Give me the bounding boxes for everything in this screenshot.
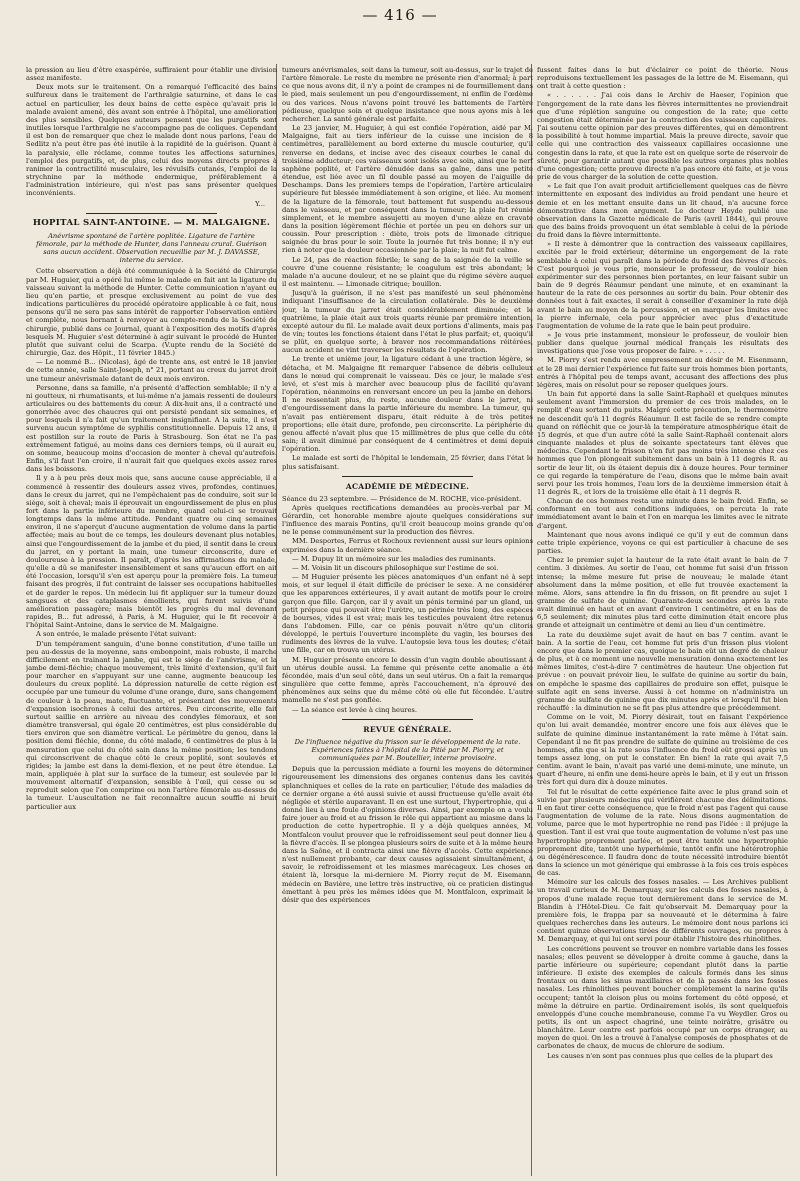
paragraph: Un bain fut apporté dans la salle Saint-Raphaël et quelques minutes seulement avant l'immersion du premier de ces trois malades, on le remplit d'eau sortant du puits. Malgré cette précaution, le thermomètre ne descendit qu'à 11 degrés Réaumur. Il est facile de se rendre compte quand on réfléchit que ce jour-là la température atmosphérique était de 15 degrés, et que d'un autre côté la salle Saint-Raphaël contenait alors cinquante malades et plus de soixante spectateurs tant élèves que médecins. Cependant le frisson n'en fut pas moins très intense chez ces hommes que l'on plongeait subitement dans un bain à 11 degrés R. au sortir de leur lit, où ils étaient depuis dix à douze heures. Pour terminer ce qui regarde la température de l'eau, disons que le même bain avait servi pour les trois hommes, l'eau lors de la deuxième immersion était à 11 degrés R., et lors de la troisième elle était à 11 degrés R. (537, 390, 788, 496)
paragraph: Le 24, pas de réaction fébrile; le sang de la saignée de la veille se couvre d'une couenne résistante; le coagulum est très abondant; le malade n'a aucune douleur, et ne se plaint que du régime sévère auquel il est maintenu. — Limonade citrique; bouillon. (282, 255, 533, 289)
article-subtitle: De l'influence négative du frisson sur le développement de la rate. Expériences faites à l'hôpital de la Pitié par M. Piorry, et communiquées par M. Boutellier, interne provisoire. (294, 737, 521, 763)
paragraph: Personne, dans sa famille, n'a présenté d'affection semblable; il n'y a ni goutteux, ni rhumatisants, et lui-même n'a jamais ressenti de douleurs articulaires ou des battements du cœur. A dix-huit ans, il a contracté une gonorrhée avec des chaucres qui ont persisté pendant six semaines, et pour lesquels il n'a fait qu'un traitement insignifiant. A la suite, il n'est survenu aucun symptôme de syphilis constitutionnelle. Depuis 12 ans, il est postillon sur la route de Paris à Strasbourg. Son état ne l'a pas extrêmement fatigué, au moins dans ces derniers temps, où il aurait eu, on somme, beaucoup moins d'occasion de monter à cheval qu'autrefois. Enfin, s'il faut l'en croire, il n'aurait fait que quelques excès assez rares dans les boissons. (26, 383, 277, 474)
column-3 (537, 66, 788, 1174)
paragraph: Chez le premier sujet la hauteur de la rate était avant le bain de 7 centim. 3 dixièmes. Au sortir de l'eau, cet homme fut saisi d'un frisson intense; la même mesure fut prise de nouveau; le malade étant absolument dans la même position, et elle fut trouvée exactement la même. Alors, sans attendre la fin du frisson, on fit prendre au sujet 1 gramme de sulfate de quinine. Quarante-deux secondes après la rate avait diminué en haut et en avant d'environ 1 centimètre, et en bas de 6,5 seulement; dix minutes plus tard cette diminution était encore plus grande et atteignait un centimètre et demi au lieu d'un centimètre. (537, 556, 788, 630)
paragraph: — M Huguier présente les pièces anatomiques d'un enfant né à sept mois, et sur lequel il était difficile de préciser le sexe. A ne considérer que les apparences extérieures, il y avait autant de motifs pour le croire garçon que fille. Garçon, car il y avait un pénis terminé par un gland, un petit prépuce qui pouvait être l'urètre, un périnée très long, des espèces de bourses, vides il est vrai; mais les testicules pouvaient être retenus dans l'abdomen. Fille, car ce pénis pouvait n'être qu'un clitoris développé, le pertuis l'ouverture incomplète du vagin, les bourses des rudiments des lèvres de la vulve. L'autopsie leva tous les doutes; c'était une fille, car on trouva un utérus. (282, 573, 533, 655)
paragraph: Chacun de ces hommes resta une minute dans le bain froid. Enfin, se conformant en tout aux conditions indiquées, on percuta la rate immédiatement avant le bain et l'on en marqua les limites avec le nitrate d'argent. (537, 497, 788, 530)
column-1 (26, 66, 277, 1174)
paragraph: Le malade est sorti de l'hôpital le lendemain, 25 février, dans l'état le plus satisfaisant. (282, 454, 533, 471)
paragraph: Maintenant que nous avons indiqué ce qu'il y eut de commun dans cette triple expérience, voyons ce qui est particulier à chacune de ses parties. (537, 530, 788, 556)
paragraph: Il y a à peu près deux mois que, sans aucune cause appréciable, il a commencé à ressentir des douleurs assez vives, profondes, continues, dans le creux du jarret, qui ne l'empêchaient pas de conduire, soit sur le siége, soit à cheval; mais il éprouvait un engourdissement de plus en plus fort dans la partie inférieure du membre, quand celui-ci se trouvait longtemps dans la même attitude. Pendant quatre ou cinq semaines environ, il ne s'aperçut d'aucune augmentation de volume dans la partie affectée; mais au bout de ce temps, les douleurs devenant plus notables, ainsi que l'engourdissement de la jambe et du pied, il sentit dans le creux du jarret, en y portant la main, une tumeur circonscrite, dure et douloureuse à la pression. Il paraît, d'après les affirmations du malade, qu'elle a dû se manifester insensiblement et sans qu'aucun effort en ait été l'occasion, lorsqu'il s'en est aperçu pour la première fois. La tumeur faisant des progrès, il fut contraint de laisser ses occupations habituelles et de garder le repos. Un médecin lui fit appliquer sur la tumeur douze sangsues et des cataplasmes émollients, qui furent suivis d'une amélioration passagère; mais bientôt les progrès du mal devenant rapides, B... fut adressé, à Paris, à M. Huguier, qui le fit recevoir à l'hôpital Saint-Antoine, dans le service de M. Malgaigne. (26, 474, 277, 630)
section-heading: ACADÉMIE DE MÉDECINE. (345, 481, 470, 491)
section-divider (342, 719, 473, 720)
paragraph: Le 23 janvier, M. Huguier, à qui est confiée l'opération, aidé par M. Malgaigne, fait au tiers inférieur de la cuisse une incision de 8 centimètres, parallèlement au bord externe du muscle couturier, qu'il renverse en dedans, et incise avec des ciseaux courbes le canal du troisième adducteur; ces vaisseaux sont isolés avec soin, ainsi que le nerf saphène poplité, et l'artère dénudée dans sa gaîne, dans une petite étendue, est liée avec un fil double passé au moyen de l'aiguille de Deschamps. Dans les premiers temps de l'opération, l'artère articulaire supérieure fut blessée immédiatement à son origine, et liée. Au moment de la ligature de la fémorale, tout battement fut suspendu au-dessous dans le vaisseau, et par conséquent dans la tumeur; la plaie fut réunie simplement, et le membre assujetti au moyen d'une alèze en cravate dans la position légèrement fléchie et portée un peu en dehors sur un coussin. Pour prescription : diète, trois pots de limonade citrique; saignée du bras pour le soir. Toute la journée fut très bonne; il n'y eut rien à noter que la douleur occasionnée par la plaie; la nuit fut calme. (282, 124, 533, 255)
paragraph: Comme on le voit, M. Piorry désirait, tout en faisant l'expérience qu'on lui avait demandée, montrer encore une fois aux élèves que le sulfate de quinine diminue instantanément la rate même à l'état sain. Cependant il ne fit pas prendre de sulfate de quinine au troisième de ces hommes, afin que si la rate sous l'influence du froid eût grossi après un temps assez long, on put le constater. En bien! la rate qui avait 7,5 centim. avant le bain, n'avait pas varié une demi-minute, une minute, un quart d'heure, ni enfin une demi-heure après le bain, et il y eut un frisson très fort qui dura dix à douze minutes. (537, 713, 788, 787)
paragraph: Les causes n'en sont pas connues plus que celles de la plupart des (547, 1051, 773, 1060)
quoted-letter: « . . . . . . J'ai cois dans le Archiv de Haeser, l'opinion que l'engorgement de la rate dans les fièvres intermittentes ne proviendrait que d'une réplétion sanguine ou congestion de la rate; que cette congestion était déterminée par la contraction des vaisseaux capillaires. J'ai soutenu cette opinion par des preuves différentes, qui en démontrent la possibilité à tout homme impartial. Mais la preuve directe, savoir que celle qui une contraction des vaisseaux capillaires occasionne une congestin dans la rate, et que la rate est en quelque sorte de réservoir de sûreté, pour garantir autant que possible les autres organes plus nobles d'une congestion; cette preuve directe n'a pas encore été faite, et je vous prie de vous charger de la solution de cette question. (537, 91, 788, 182)
column-2 (282, 66, 533, 1174)
paragraph: fussent faites dans le but d'éclairer ce point de théorie. Nous reproduisons textuellement les passages de la lettre de M. Eisemann, qui ont trait à cette question : (537, 66, 788, 91)
paragraph: Le trente et unième jour, la ligature cédant à une traction légère, se détacha, et M. Malgaigne fit remarquer l'absence de débris celluleux dans le nœud qui comprenait le vaisseau. Dès ce jour, le malade s'est levé, et s'est mis à marcher avec beaucoup plus de facilité qu'avant l'opération, néanmoins en renversant encore un peu la jambe en dehors. Il ne ressentait plus, du reste, aucune douleur dans le jarret, ni d'engourdissement dans la partie inférieure du membre. La tumeur, qui n'avait pas entièrement disparu, était réduite à de très petites proportions; elle était dure, profonde, peu circonscrite. La périphérie du genou affecté n'avait plus que 15 millimètres de plus que celle du côté sain; il avait diminué par conséquent de 4 centimètres et demi depuis l'opération. (282, 355, 533, 454)
paragraph: A son entrée, le malade présente l'état suivant: (36, 630, 197, 639)
paragraph: Depuis que la percussion médiate a fourni les moyens de déterminer rigoureusement les dimensions des organes contenus dans les cavités splanchniques et celles de la rate en particulier, l'étude des maladies de ce dernier organe a été aussi suivie et aussi fructueuse qu'elle avait été négligée et stérile auparavant. Il en est une surtout, l'hypertrophie, qui a donné lieu à une foule d'opinions diverses. Ainsi, par exemple on a voulu faire jouer au froid et au frisson le rôle qui appartient au miasme dans la production de cette hypertrophie. Il y a déjà quelques années, M. Montfalcon voulut prouver que le refroidissement seul peut donner lieu à la fièvre d'accès. Il se plongea plusieurs soirs de suite et à la même heure dans la Saône, et il contracta ainsi une fièvre d'accès. Cette expérience n'est nullement probante, car deux causes agissaient simultanément, à savoir, le refroidissement et les miasmes marécageux. Les choses en étaient là, lorsque la mi-derniere M. Piorry reçut de M. Eisemann, médecin en Bavière, une lettre très instructive, où ce praticien distingué émettant à peu près les mêmes idées que M. Montfalcon, exprimait le désir que des expériences (282, 765, 533, 904)
paragraph: Jusqu'à la guérison, il ne s'est pas manifesté un seul phénomène indiquant l'insuffisance de la circulation collatérale. Dès le deuxième jour, la tumeur du jarret était considérablement diminuée; et le quatrième, la plaie était aux trois quarts réunie par première intention, excepté autour du fil. Le malade avait deux portions d'aliments, mais pas de vin; toutes les fonctions étaient dans l'état le plus parfait; et, quoiqu'il se plût, en quelque sorte, à braver nos recommandations réitérées, aucun accident ne vint traverser les résultats de l'opération. (282, 289, 533, 355)
session-info: Séance du 23 septembre. — Présidence de M. ROCHE, vice-président. (282, 494, 522, 503)
author-signature: Y... (255, 199, 265, 208)
paragraph: la pression au lieu d'être exaspérée, suffiraient pour établir une division assez manifeste. (26, 66, 277, 83)
page-number: — 416 — (362, 6, 438, 24)
paragraph: Tel fut le résultat de cette expérience faite avec le plus grand soin et suivie par plusieurs médecins qui vérifièrent chacune des délimitations. Il en faut tirer cette conséquence, que le froid n'est pas l'agent qui cause l'augmentation de volume de la rate. Nous disons augmentation de volume, parce que le mot hypertrophie ne rend pas l'idée : il préjuge la question. Tant il est vrai que toute augmentation de volume n'est pas une hypertrophie proprement parlée, et peut être tantôt une hypertrophie proprement dite, tantôt une hyperhémie, tantôt enfin une hétérotrophie ou dégénérescence. Il faudra donc de toute nécessité introduire bientôt dans la science un mot générique qui embrasse à la fois ces trois espèces de cas. (537, 787, 788, 878)
paragraph: — Le nommé B... (Nicolas), âgé de trente ans, est entré le 18 janvier de cette année, salle Saint-Joseph, n° 21, portant au creux du jarret droit une tumeur anévrismale datant de deux mois environ. (26, 358, 277, 383)
paragraph: — M. Dupuy lit un mémoire sur les maladies des ruminants. (292, 554, 496, 563)
paragraph: Deux mots sur le traitement. On a remarqué l'efficacité des bains sulfureux dans le traitement de l'arthralgie saturnine, et dans le cas actuel en particulier, les deux bains de cette espèce qu'avait pris le malade avaient amené, dès avant son entrée à l'hôpital, une amélioration des plus sensibles. Quelques auteurs pensent que les purgatifs sont inutiles lorsque l'arthralgie ne s'accompagne pas de coliques. Cependant il est bon de remarquer que chez le malade dont nous parlons, l'eau de Sedlitz n'a peut être pas été inutile à la rapidité de la guérison. Quant à la paralysie, elle réclame, comme toutes les affections saturnines, l'emploi des purgatifs, et, de plus, celui des moyens directs propres à ranimer la contractilité musculaire, les révulsifs cutanés, l'emploi de la strychnine par la méthode endermique, préférablement à l'administration intérieure, qui n'est pas sans présenter quelques inconvénients. (26, 83, 277, 198)
paragraph: Les concrétions peuvent se trouver en nombre variable dans les fosses nasales; elles peuvent se développer à droite comme à gauche, dans la partie inférieure ou supérieure; cependant plutôt dans la partie inférieure. Il existe des exemples de calculs formés dans les sinus frontaux ou dans les sinus maxillaires et de là passés dans les fosses nasales. Les rhinolithes peuvent boucher complètement la narine qu'ils occupent; tantôt la cloison plus ou moins fortement du côté opposé, et même la détruire en partie. Ordinairement isolés, ils sont quelquefois enveloppés d'une couche membraneuse, comme l'a vu Weydler. Gros ou petits, ils ont un aspect chagriné, une teinte noirâtre, grisâtre ou blanchâtre. Leur centre est parfois occupé par un corps étranger, au moyen de quoi. On les a trouvé à l'analyse composés de phosphates et de carbonates de chaux, de mucus de chlorure de sodium. (537, 944, 788, 1051)
section-divider (342, 476, 473, 477)
paragraph: — La séance est levée à cinq heures. (292, 705, 417, 714)
paragraph: La rate du deuxième sujet avait de haut en bas 7 centim. avant le bain. A la sortie de l'eau, cet homme fut pris d'un frisson plus violent encore que dans le premier cas, quoique le bain eût un degré de chaleur de plus, et à ce moment une nouvelle mensuration donna exactement les mêmes limites, c'est-à-dire 7 centimètres de hauteur. Une objection fut prévue : on pouvait prévoir lieu, le sulfate de quinine au sortir du bain, on empêche le spasme des capillaires de produire son effet, puisque le sulfate agit en sens inverse. Aussi à cet homme on n'administra un gramme de sulfate de quinine que dix minutes après et lorsqu'il fut bien réchauffé : la diminution ne se fit pas plus attendre que précédemment. (537, 630, 788, 713)
paragraph: tumeurs anévrismales, soit dans la tumeur, soit au-dessus, sur le trajet de l'artère fémorale. Le reste du membre ne présente rien d'anormal; à part ce que nous avons dit, il n'y a point de crampes ni de fourmillement dans le pied, mais seulement un peu d'engourdissement, ni enflin de l'œdème ou des varices. Nous n'avons point trouvé les battements de l'artère pédieuse, quelque soin et quelque insistance que nous ayons mis à les rechercher. La santé générale est parfaite. (282, 66, 533, 123)
paragraph: — M. Voisin lit un discours philosophique sur l'estime de soi. (292, 563, 499, 572)
paragraph: M. Huguier présente encore le dessin d'un vagin double aboutissant à un utérus double aussi. La femme qui présente cette anomalie a été fécondée, mais d'un seul côté, dans un seul utérus. On a fait la remarque singulière que cette femme, après l'accouchement, n'a éprouvé des phénomènes aux seins que du même côté où elle fut fécondée. L'autre mamelle ne s'est pas gonflée. (282, 655, 533, 705)
paragraph: MM. Desportes, Ferrus et Rochoux reviennent aussi sur leurs opinions exprimées dans la dernière séance. (282, 537, 533, 554)
quoted-letter: » Je vous prie instamment, monsieur le professeur, de vouloir bien publier dans quelque journal médical français les résultats des investigations que j'ose vous proposer de faire. » . . . . . (537, 331, 788, 356)
section-heading: REVUE GÉNÉRALE. (363, 724, 452, 734)
paragraph: Mémoire sur les calculs des fosses nasales. — Les Archives publient un travail curieux de M. Demarquay, sur les calculs des fosses nasales, à propos d'une malade reçue tout dernièrement dans le service de M. Blandin à l'Hôtel-Dieu. Ce fait qu'observait M. Demarquay pour la première fois, le frappa par sa nouveauté et le détermina à faire quelques recherches dans les auteurs. Le mémoire dont nous parlons ici contient quinze observations tirées de différents ouvrages, ou propres à M. Demarquay, et qui lui ont servi pour établir l'histoire des rhinolithes. (537, 878, 788, 944)
paragraph: M. Piorry s'est rendu avec empressement au désir de M. Eisenmann, et le 28 mai dernier l'expérience fut faite sur trois hommes bien portants, entrés à l'hôpital peu de temps avant, accusant des affections des plus légères, mais on résolut pour se reposer quelques jours. (537, 356, 788, 389)
quoted-letter: » Le fait que l'on avait produit artificiellement quelques cas de fièvre intermittente en exposant des individus au froid pendant une heure et demie et en les mettant ensuite dans un lit chaud, n'a aucune force démonstrative dans mon argument. Le docteur Heyde publié une observation dans la Gazette médicale de Paris (avril 1844), qui prouve que des bains froids provoquent un état semblable à celui de la période du froid dans la fièvre intermittente. (537, 182, 788, 240)
article-subtitle: Anévrisme spontané de l'artère poplitée. Ligature de l'artère fémorale, par la méthode de Hunter, dans l'anneau crural. Guérison sans aucun accident. Observation recueillie par M. J. DAVASSE, interne du service. (36, 231, 267, 265)
section-divider (86, 213, 217, 214)
section-heading: HOPITAL SAINT-ANTOINE. — M. MALGAIGNE. (32, 217, 271, 228)
paragraph: D'un tempérament sanguin, d'une bonne constitution, d'une taille un peu au-dessus de la moyenne, sans embonpoint, mais robuste, il marche difficilement en trainant la jambe, qui est le siége de l'anévrisme, et la jambe demi-fléchie; chaque mouvement, très limité d'extension, qu'il fait pour marcher en s'appuyant sur une canne, augmente beaucoup les douleurs du creux poplité. La dépression naturelle de cette région est occupée par une tumeur du volume d'une orange, dure, sans changement de couleur à la peau, mate, fluctuante, et présentant des mouvements d'expansion isochrones à celui des artères. Peu circonscrite, elle fait surtout saillie en arrière au niveau des condyles fémoraux, et son diamètre transversal, qui égale 20 centimètres, est plus considérable du tiers environ que son diamètre vertical. Le périmètre du genou, dans la position demi fléchie, donne, du côté malade, 6 centimètres de plus à la mensuration que celui du côté sain dans la même position; les tendons qui circonscrivent de chaque côté le creux poplité, sont soulevés et rigides; la jambe est dans la demi-flexion, et ne peut être étendue. La main, appliquée à plat sur la surface de la tumeur, est soulevée par le mouvement alternatif d'expansion, sensible à l'œil, qui cesse ou se reproduit selon que l'on comprime ou non l'artère fémorale au-dessus de la tumeur. L'auscultation ne fait reconnaître aucun souffle ni bruit particulier aux (26, 639, 277, 811)
paragraph: Cette observation a déjà été communiquée à la Société de Chirurgie par M. Huguier, qui a opéré lui même le malade en fait ant la ligature du vaisseau suivant la méthode de Hunter. Cette communication n'ayant eu lieu qu'en partie, et presque exclusivement au point de vue des indications particulières du procédé opératoire applicable à ce fait, nous pensons qu'il ne sera pas sans intérêt de rapporter l'observation entière et complète, nous bornant à renvoyer au compte-rendu de la Société de chirurgie, publié dans ce Journal, quant à l'exposition des motifs d'après lesquels M. Huguier s'est déterminé à agir suivant le procédé de Hunter plutôt que suivant celui de Scarpa. (V.upte rendu de la Société de chirurgie, Gaz. des Hôpit., 11 février 1845.) (26, 267, 277, 358)
paragraph: Après quelques rectifications demandées au procès-verbal par M. Gérardin, cet honorable membre ajoute quelques considérations sur l'influence des marais Pontins, qu'il croit beaucoup moins grande qu'on ne le pense communément sur la production des fièvres. (282, 503, 533, 537)
quoted-letter: » Il reste à démontrer que la contraction des vaisseaux capillaires, excitée par le froid extérieur, détermine un engorgement de la rate semblable à celui qui paraît dans la période du froid des fièvres d'accès. C'est pourquoi je vous prie, monsieur le professeur, de vouloir bien expérimenter sur des personnes bien portantes, en leur faisant subir un bain de 9 degrés Réaumur pendant une minute, et en examinant la hauteur de la rate de ces personnes au sortir du bain. Pour obtenir des données tout à fait exactes, il serait à conseiller d'examiner la rate déjà avant le bain au moyen de la percussion, et en marquer les limites avec la pierre infernale, cela pour apprécier avec plus d'exactitude l'augmentation de volume de la rate que le bain peut produire. (537, 240, 788, 330)
